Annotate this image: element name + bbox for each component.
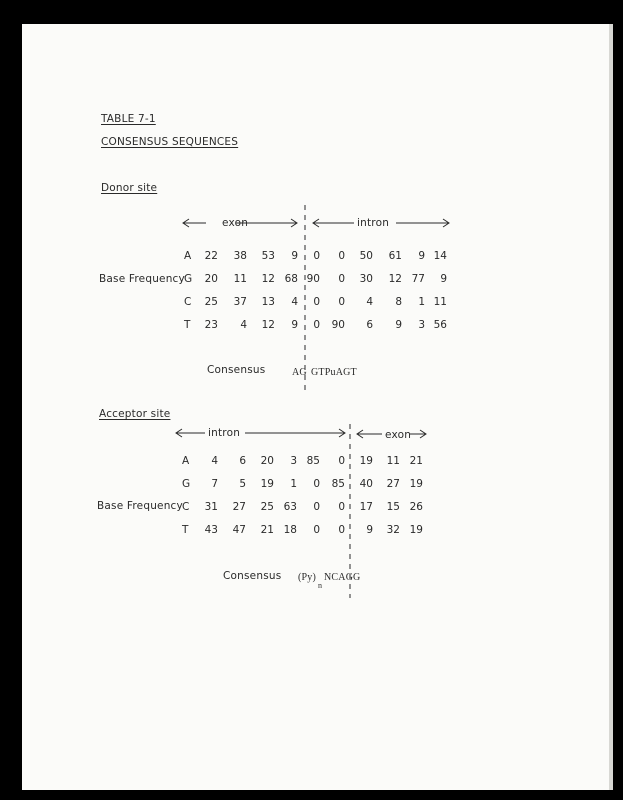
acceptor-cell: 0 [313, 524, 320, 536]
acceptor-base-a: A [182, 455, 190, 467]
acceptor-cell: 27 [386, 478, 400, 490]
donor-base-g: G [184, 273, 193, 285]
acceptor-cell: 31 [204, 501, 218, 513]
donor-cell: 0 [338, 250, 345, 262]
acceptor-cell: 0 [338, 455, 345, 467]
donor-cell: 23 [204, 319, 218, 331]
donor-cell: 50 [359, 250, 373, 262]
acceptor-consensus-right: G [353, 572, 361, 583]
donor-cell: 20 [204, 273, 218, 285]
donor-consensus-right: GTPuAGT [311, 367, 357, 378]
acceptor-exon-label: exon [385, 429, 412, 441]
donor-cell: 9 [291, 250, 298, 262]
donor-cell: 14 [433, 250, 447, 262]
donor-cell: 3 [418, 319, 425, 331]
acceptor-cell: 6 [239, 455, 246, 467]
acceptor-consensus-label: Consensus [223, 570, 282, 582]
acceptor-cell: 21 [260, 524, 274, 536]
table-title: CONSENSUS SEQUENCES [101, 136, 239, 148]
donor-heading: Donor site [101, 182, 158, 194]
donor-cell: 8 [395, 296, 402, 308]
acceptor-cell: 0 [338, 501, 345, 513]
acceptor-cell: 4 [211, 455, 218, 467]
acceptor-cell: 0 [313, 501, 320, 513]
acceptor-cell: 9 [366, 524, 373, 536]
donor-intron-arrow [313, 219, 449, 227]
acceptor-cell: 63 [283, 501, 297, 513]
donor-cell: 9 [418, 250, 425, 262]
donor-cell: 0 [313, 250, 320, 262]
acceptor-cell: 20 [260, 455, 274, 467]
donor-consensus-left: AG [292, 367, 307, 378]
donor-cell: 37 [233, 296, 247, 308]
donor-cell: 12 [388, 273, 402, 285]
donor-cell: 22 [204, 250, 218, 262]
donor-cell: 9 [291, 319, 298, 331]
donor-cell: 25 [204, 296, 218, 308]
acceptor-exon-arrow [357, 430, 426, 438]
donor-cell: 53 [261, 250, 275, 262]
donor-row-title: Base Frequency [99, 273, 185, 285]
acceptor-base-t: T [182, 524, 189, 536]
acceptor-cell: 15 [386, 501, 400, 513]
donor-cell: 56 [433, 319, 447, 331]
donor-exon-arrow [183, 219, 297, 227]
acceptor-row-title: Base Frequency [97, 500, 183, 512]
donor-cell: 90 [306, 273, 320, 285]
donor-cell: 0 [313, 296, 320, 308]
donor-exon-label: exon [222, 217, 249, 229]
donor-cell: 1 [418, 296, 425, 308]
acceptor-base-g: G [182, 478, 191, 490]
donor-cell: 90 [331, 319, 345, 331]
acceptor-intron-label: intron [208, 427, 241, 439]
acceptor-cell: 5 [239, 478, 246, 490]
donor-cell: 4 [291, 296, 298, 308]
acceptor-base-c: C [182, 501, 190, 513]
donor-base-a: A [184, 250, 192, 262]
acceptor-cell: 3 [290, 455, 297, 467]
donor-cell: 13 [261, 296, 275, 308]
acceptor-cell: 27 [232, 501, 246, 513]
acceptor-cell: 85 [306, 455, 320, 467]
acceptor-cell: 19 [260, 478, 274, 490]
donor-cell: 6 [366, 319, 373, 331]
acceptor-heading: Acceptor site [99, 408, 171, 420]
acceptor-cell: 25 [260, 501, 274, 513]
donor-cell: 77 [411, 273, 425, 285]
donor-cell: 9 [395, 319, 402, 331]
acceptor-cell: 1 [290, 478, 297, 490]
donor-intron-label: intron [357, 217, 390, 229]
donor-cell: 4 [366, 296, 373, 308]
acceptor-cell: 7 [211, 478, 218, 490]
donor-cell: 0 [313, 319, 320, 331]
donor-cell: 12 [261, 273, 275, 285]
donor-cell: 0 [338, 296, 345, 308]
acceptor-cell: 17 [359, 501, 373, 513]
acceptor-cell: 18 [283, 524, 297, 536]
acceptor-consensus-py: (Py) [298, 572, 317, 583]
donor-cell: 9 [440, 273, 447, 285]
acceptor-cell: 21 [409, 455, 423, 467]
acceptor-cell: 85 [331, 478, 345, 490]
acceptor-cell: 0 [338, 524, 345, 536]
donor-cell: 11 [433, 296, 447, 308]
donor-cell: 68 [284, 273, 298, 285]
donor-cell: 11 [233, 273, 247, 285]
acceptor-cell: 40 [359, 478, 373, 490]
acceptor-cell: 0 [313, 478, 320, 490]
acceptor-cell: 26 [409, 501, 423, 513]
acceptor-consensus-sub: n [318, 581, 323, 590]
donor-cell: 0 [338, 273, 345, 285]
acceptor-cell: 19 [359, 455, 373, 467]
acceptor-consensus-left: NCAG [324, 572, 354, 583]
acceptor-cell: 32 [386, 524, 400, 536]
acceptor-cell: 43 [204, 524, 218, 536]
donor-cell: 4 [240, 319, 247, 331]
acceptor-intron-arrow [176, 429, 345, 437]
donor-cell: 61 [388, 250, 402, 262]
donor-base-t: T [184, 319, 191, 331]
acceptor-cell: 11 [386, 455, 400, 467]
donor-cell: 30 [359, 273, 373, 285]
acceptor-cell: 19 [409, 478, 423, 490]
donor-cell: 38 [233, 250, 247, 262]
table-label: TABLE 7-1 [101, 113, 156, 125]
acceptor-cell: 47 [232, 524, 246, 536]
donor-cell: 12 [261, 319, 275, 331]
donor-consensus-label: Consensus [207, 364, 266, 376]
donor-base-c: C [184, 296, 192, 308]
acceptor-cell: 19 [409, 524, 423, 536]
